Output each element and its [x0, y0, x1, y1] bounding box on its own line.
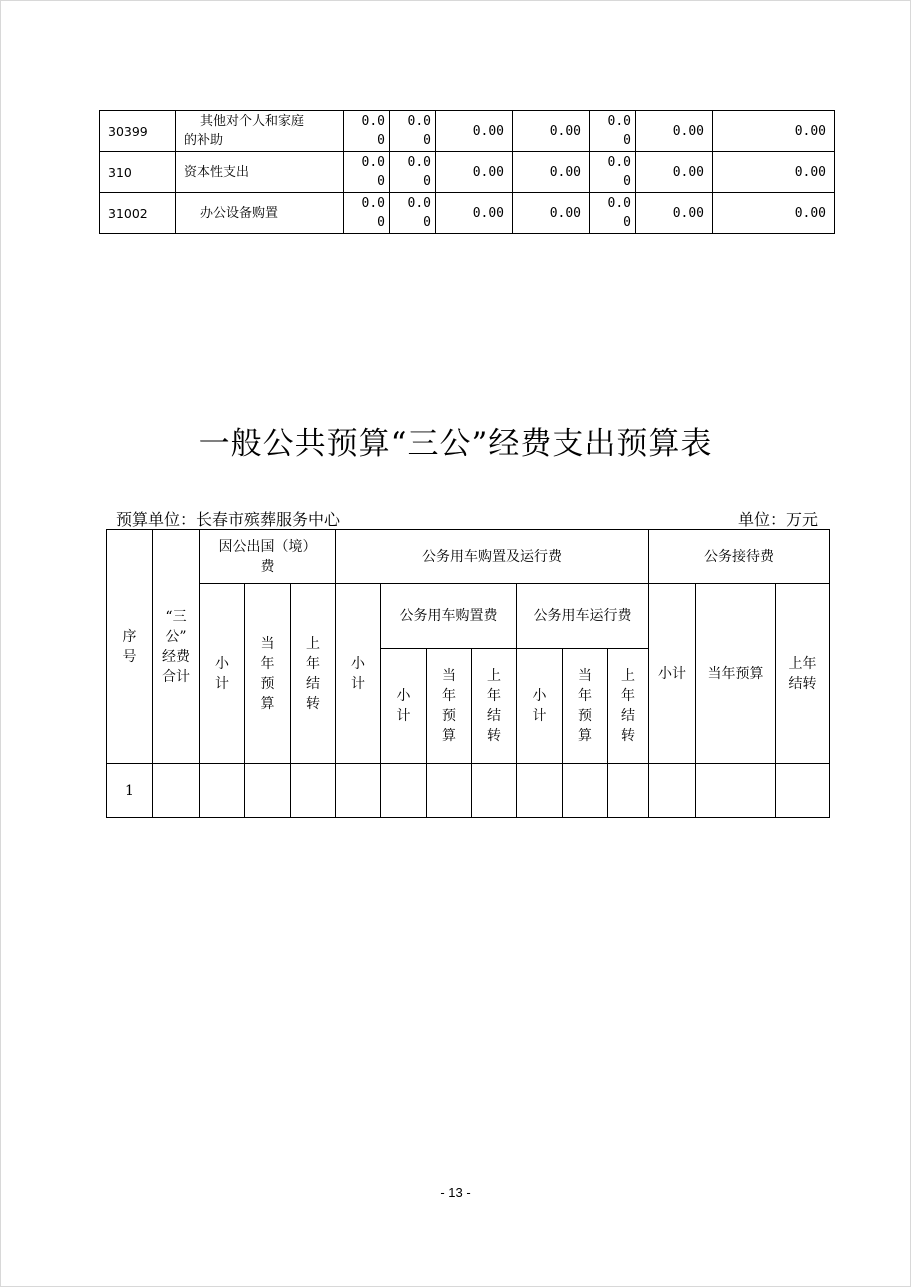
header-reception-current: 当年预算: [696, 584, 776, 764]
header-overseas-trip-fee: 因公出国（境） 费: [200, 530, 336, 584]
budget-unit-label: 预算单位：长春市殡葬服务中心: [116, 510, 341, 529]
cell-empty: [649, 764, 696, 818]
header-reception-carry: 上年 结转: [776, 584, 830, 764]
cell-empty: [608, 764, 649, 818]
header-seq: 序 号: [107, 530, 153, 764]
cell-value: 0.0 0: [344, 111, 390, 152]
header-abroad-subtotal: 小 计: [200, 584, 245, 764]
row-code: 30399: [100, 111, 176, 152]
row-code: 31002: [100, 193, 176, 234]
cell-value: 0.00: [436, 111, 513, 152]
header-reception-fee: 公务接待费: [649, 530, 830, 584]
cell-empty: [200, 764, 245, 818]
header-vehicle-subtotal: 小 计: [336, 584, 381, 764]
header-vehicle-purchase: 公务用车购置费: [381, 584, 517, 649]
header-reception-subtotal: 小计: [649, 584, 696, 764]
cell-value: 0.00: [513, 111, 590, 152]
table-row: [100, 111, 835, 152]
cell-empty: [291, 764, 336, 818]
cell-empty: [381, 764, 427, 818]
cell-value: 0.00: [636, 111, 713, 152]
cell-empty: [563, 764, 608, 818]
cell-value: 0.0 0: [390, 193, 436, 234]
row-seq: 1: [107, 764, 153, 818]
header-operation-current: 当 年 预 算: [563, 649, 608, 764]
row-code: 310: [100, 152, 176, 193]
row-name-line2: 的补助: [184, 133, 224, 148]
table-row: [107, 764, 830, 818]
header-purchase-subtotal: 小 计: [381, 649, 427, 764]
cell-value: 0.0 0: [590, 152, 636, 193]
expense-detail-table: [99, 110, 835, 234]
cell-value: 0.0 0: [590, 111, 636, 152]
header-operation-subtotal: 小 计: [517, 649, 563, 764]
header-purchase-current: 当 年 预 算: [427, 649, 472, 764]
cell-value: 0.00: [636, 193, 713, 234]
row-name: 办公设备购置: [176, 193, 344, 234]
cell-empty: [517, 764, 563, 818]
cell-empty: [776, 764, 830, 818]
cell-value: 0.00: [436, 193, 513, 234]
header-purchase-carry: 上 年 结 转: [472, 649, 517, 764]
cell-empty: [245, 764, 291, 818]
page-title: 一般公共预算“三公”经费支出预算表: [198, 426, 713, 462]
cell-empty: [427, 764, 472, 818]
table-row: [100, 193, 835, 234]
cell-value: 0.0 0: [590, 193, 636, 234]
money-unit-label: 单位：万元: [738, 510, 819, 529]
cell-empty: [336, 764, 381, 818]
header-operation-carry: 上 年 结 转: [608, 649, 649, 764]
cell-value: 0.00: [513, 193, 590, 234]
cell-value: 0.00: [436, 152, 513, 193]
cell-value: 0.00: [713, 152, 835, 193]
cell-empty: [696, 764, 776, 818]
cell-value: 0.0 0: [344, 193, 390, 234]
header-abroad-carry: 上 年 结 转: [291, 584, 336, 764]
row-name: 资本性支出: [176, 152, 344, 193]
cell-value: 0.00: [636, 152, 713, 193]
cell-value: 0.00: [513, 152, 590, 193]
cell-value: 0.0 0: [390, 111, 436, 152]
cell-value: 0.0 0: [344, 152, 390, 193]
page-number: - 13 -: [440, 1185, 471, 1200]
cell-value: 0.00: [713, 193, 835, 234]
cell-value: 0.0 0: [390, 152, 436, 193]
header-three-public-total: “三 公” 经费 合计: [153, 530, 200, 764]
cell-empty: [153, 764, 200, 818]
header-vehicle-fee: 公务用车购置及运行费: [336, 530, 649, 584]
three-public-expense-table: [106, 529, 830, 818]
row-name: [176, 111, 344, 152]
header-vehicle-operation: 公务用车运行费: [517, 584, 649, 649]
table-row: [100, 152, 835, 193]
row-name-line1: 其他对个人和家庭: [200, 114, 305, 129]
cell-value: 0.00: [713, 111, 835, 152]
header-abroad-current: 当 年 预 算: [245, 584, 291, 764]
cell-empty: [472, 764, 517, 818]
